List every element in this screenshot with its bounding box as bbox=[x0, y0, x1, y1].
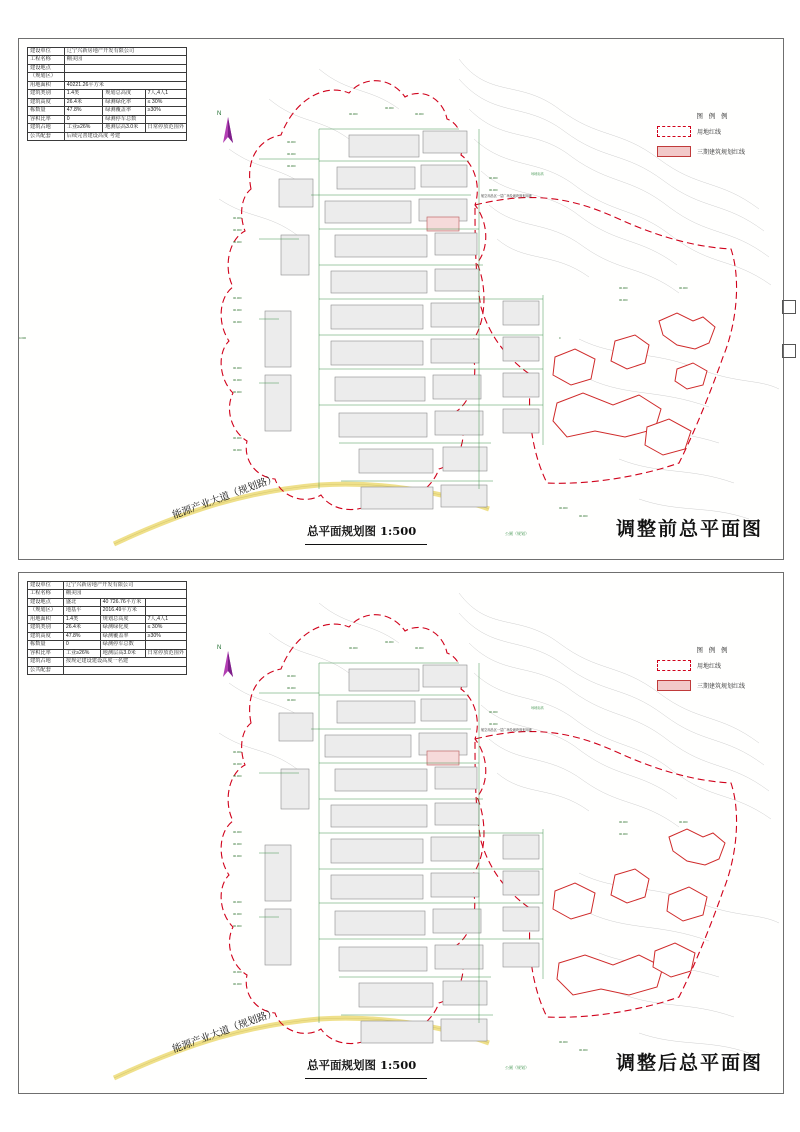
scale-label-before: 总平面规划图 1:500 bbox=[307, 524, 417, 538]
info-label: 建设地点 bbox=[28, 64, 65, 72]
info-label: 建筑高度 bbox=[28, 98, 65, 106]
svg-text:00.000: 00.000 bbox=[287, 686, 296, 690]
svg-text:00.000: 00.000 bbox=[233, 366, 242, 370]
info-value: 0 bbox=[63, 641, 100, 649]
svg-text:00.000: 00.000 bbox=[287, 698, 296, 702]
svg-text:00.000: 00.000 bbox=[679, 286, 688, 290]
legend-title: 图 例 例 bbox=[696, 647, 730, 654]
svg-text:00.000: 00.000 bbox=[233, 774, 242, 778]
legend-item-label: 用地红线 bbox=[697, 664, 722, 670]
compass-north-label: N bbox=[217, 111, 222, 117]
info-value: 辽宁兴新房地产开发有限公司 bbox=[64, 48, 186, 56]
scale-underline bbox=[305, 544, 427, 545]
info-value: 47.8% bbox=[63, 632, 100, 640]
svg-text:00.000: 00.000 bbox=[385, 640, 394, 644]
svg-text:00.000: 00.000 bbox=[385, 106, 394, 110]
info-value: 后续完善建设高度 考建 bbox=[64, 132, 186, 140]
info-label: 建设单位 bbox=[28, 582, 64, 590]
info-label-2: 规划总高度 bbox=[103, 90, 145, 98]
info-label-2: 绿测停车总数 bbox=[100, 641, 145, 649]
svg-text:00.000: 00.000 bbox=[489, 188, 498, 192]
svg-text:00.000: 00.000 bbox=[679, 820, 688, 824]
info-label: 建筑类别 bbox=[28, 90, 65, 98]
info-label: 公共配套 bbox=[28, 666, 64, 674]
svg-text:00.000: 00.000 bbox=[489, 176, 498, 180]
info-value: 地基平 bbox=[63, 607, 100, 615]
svg-text:00.000: 00.000 bbox=[287, 164, 296, 168]
info-value: 47.8% bbox=[64, 107, 102, 115]
svg-text:00.000: 00.000 bbox=[233, 240, 242, 244]
svg-text:00.000: 00.000 bbox=[559, 1040, 568, 1044]
area-note-1: 航空用品区一层广场及地块规划用地 bbox=[481, 194, 532, 198]
info-value: 1.4类 bbox=[64, 90, 102, 98]
svg-text:00.000: 00.000 bbox=[233, 982, 242, 986]
margin-mark-2 bbox=[782, 344, 796, 358]
info-label: 公共配套 bbox=[28, 132, 65, 140]
svg-text:00.000: 00.000 bbox=[287, 674, 296, 678]
road-label-before: 能源产业大道（规划路） bbox=[171, 473, 279, 522]
contour-lines bbox=[219, 593, 779, 1053]
info-label: 栋数量 bbox=[28, 107, 65, 115]
info-value-2: ≥30% bbox=[145, 107, 186, 115]
svg-text:00.000: 00.000 bbox=[233, 762, 242, 766]
info-label: 建筑占地 bbox=[28, 658, 64, 666]
svg-text:00.000: 00.000 bbox=[233, 830, 242, 834]
info-label-2: 地测层高3.0米 bbox=[103, 124, 145, 132]
svg-text:00.000: 00.000 bbox=[579, 514, 588, 518]
svg-text:00.000: 00.000 bbox=[233, 296, 242, 300]
info-label-2: 40 726.76平方米 bbox=[100, 598, 145, 606]
info-label: 用地面积 bbox=[28, 615, 64, 623]
svg-text:00.000: 00.000 bbox=[233, 900, 242, 904]
site-plan-sheet-after bbox=[18, 572, 784, 1094]
info-value: 棚美园 bbox=[64, 56, 186, 64]
legend-item-label: 三期建筑规划红线 bbox=[697, 684, 746, 690]
svg-text:00.000: 00.000 bbox=[233, 854, 242, 858]
svg-text:00.000: 00.000 bbox=[233, 216, 242, 220]
area-note-2: 场地标高 bbox=[531, 172, 544, 176]
info-label: 建筑占地 bbox=[28, 124, 65, 132]
info-value: 0 bbox=[64, 115, 102, 123]
sheet-title-before: 调整前总平面图 bbox=[615, 518, 763, 540]
info-label: 建筑高度 bbox=[28, 632, 64, 640]
legend-item-label: 用地红线 bbox=[697, 130, 722, 136]
info-label: （规划区） bbox=[28, 607, 64, 615]
info-label-2: 绿测停车总数 bbox=[103, 115, 145, 123]
info-label: 建设地点 bbox=[28, 598, 64, 606]
contour-lines bbox=[219, 59, 779, 519]
info-label-2: 绿测覆盖率 bbox=[103, 107, 145, 115]
area-note-1: 航空用品区一层广场及地块规划用地 bbox=[481, 728, 532, 732]
info-value: 按规定建设建设高度一名建 bbox=[63, 658, 186, 666]
villa-blocks bbox=[553, 313, 715, 455]
svg-text:00.000: 00.000 bbox=[287, 152, 296, 156]
info-label: 栋数量 bbox=[28, 641, 64, 649]
info-value-2: ≥30% bbox=[145, 632, 186, 640]
svg-text:00.000: 00.000 bbox=[619, 832, 628, 836]
svg-text:00.000: 00.000 bbox=[489, 710, 498, 714]
svg-text:00.000: 00.000 bbox=[559, 506, 568, 510]
info-value-2: 日常停放范围外 bbox=[145, 124, 186, 132]
svg-text:00.000: 00.000 bbox=[619, 298, 628, 302]
info-label-2: 规划总高度 bbox=[100, 615, 145, 623]
svg-text:00.000: 00.000 bbox=[233, 750, 242, 754]
svg-text:00.000: 00.000 bbox=[287, 140, 296, 144]
info-value: 辽宁兴新房地产开发有限公司 bbox=[63, 582, 186, 590]
info-value: 棚美园 bbox=[63, 590, 186, 598]
info-value: 盛北 bbox=[63, 598, 100, 606]
svg-text:00.000: 00.000 bbox=[619, 820, 628, 824]
info-label-2: 绿测绿化率 bbox=[103, 98, 145, 106]
info-value-2: ≤ 30% bbox=[145, 624, 186, 632]
info-value-2: 日常停放范围外 bbox=[145, 649, 186, 657]
info-label: 建筑类别 bbox=[28, 624, 64, 632]
scale-label-after: 总平面规划图 1:500 bbox=[307, 1058, 417, 1072]
info-value: 工业≥26% bbox=[64, 124, 102, 132]
info-value-2: 7人,4人1 bbox=[145, 615, 186, 623]
info-value: 26.4米 bbox=[63, 624, 100, 632]
info-value: 1.4类 bbox=[63, 615, 100, 623]
villa-blocks-revised bbox=[553, 829, 725, 995]
info-label-2: 绿测覆盖率 bbox=[100, 632, 145, 640]
info-label-2: 2016.49平方米 bbox=[100, 607, 145, 615]
svg-text:00.000: 00.000 bbox=[233, 390, 242, 394]
svg-text:00.000: 00.000 bbox=[233, 436, 242, 440]
svg-text:00.000: 00.000 bbox=[579, 1048, 588, 1052]
info-value-2: ≤ 30% bbox=[145, 98, 186, 106]
svg-text:00.000: 00.000 bbox=[415, 112, 424, 116]
margin-mark-1 bbox=[782, 300, 796, 314]
compass-north-label: N bbox=[217, 645, 222, 651]
svg-text:00.000: 00.000 bbox=[233, 308, 242, 312]
svg-text:00.000: 00.000 bbox=[233, 924, 242, 928]
road-label-after: 能源产业大道（规划路） bbox=[171, 1007, 279, 1056]
svg-text:00.000: 00.000 bbox=[233, 448, 242, 452]
info-value-2: 7人,4人1 bbox=[145, 90, 186, 98]
public-toilet-note: 公厕（规划） bbox=[505, 1065, 529, 1070]
svg-text:00.000: 00.000 bbox=[233, 228, 242, 232]
svg-text:00.000: 00.000 bbox=[489, 722, 498, 726]
svg-text:00.000: 00.000 bbox=[349, 112, 358, 116]
legend-title: 图 例 例 bbox=[696, 113, 730, 120]
public-toilet-note: 公厕（规划） bbox=[505, 531, 529, 536]
svg-text:00.000: 00.000 bbox=[233, 842, 242, 846]
info-value: 26.4米 bbox=[64, 98, 102, 106]
site-plan-sheet-before bbox=[18, 38, 784, 560]
svg-text:00.000: 00.000 bbox=[233, 378, 242, 382]
legend-item-label: 三期建筑规划红线 bbox=[697, 150, 746, 156]
info-label: 容积比率 bbox=[28, 115, 65, 123]
info-label: 容积比率 bbox=[28, 649, 64, 657]
info-label: 工程名称 bbox=[28, 590, 64, 598]
site-map-after bbox=[19, 573, 783, 1093]
info-label: 用地面积 bbox=[28, 81, 65, 89]
sheet-title-after: 调整后总平面图 bbox=[615, 1052, 763, 1074]
area-note-2: 场地标高 bbox=[531, 706, 544, 710]
svg-text:00.000: 00.000 bbox=[415, 646, 424, 650]
svg-text:00.000: 00.000 bbox=[233, 970, 242, 974]
info-label: （规划区） bbox=[28, 73, 65, 81]
info-value: 40221.26平方米 bbox=[64, 81, 186, 89]
info-value: 工业≥26% bbox=[63, 649, 100, 657]
svg-text:00.000: 00.000 bbox=[233, 320, 242, 324]
info-label: 建设单位 bbox=[28, 48, 65, 56]
svg-text:00.000: 00.000 bbox=[19, 336, 561, 340]
svg-text:00.000: 00.000 bbox=[619, 286, 628, 290]
building-blocks bbox=[265, 665, 539, 1043]
scale-underline bbox=[305, 1078, 427, 1079]
building-blocks bbox=[265, 131, 539, 509]
info-label-2: 绿测绿化度 bbox=[100, 624, 145, 632]
svg-text:00.000: 00.000 bbox=[233, 912, 242, 916]
info-label: 工程名称 bbox=[28, 56, 65, 64]
svg-text:00.000: 00.000 bbox=[349, 646, 358, 650]
site-map-before bbox=[19, 39, 783, 559]
info-label-2: 地测层高3.0米 bbox=[100, 649, 145, 657]
